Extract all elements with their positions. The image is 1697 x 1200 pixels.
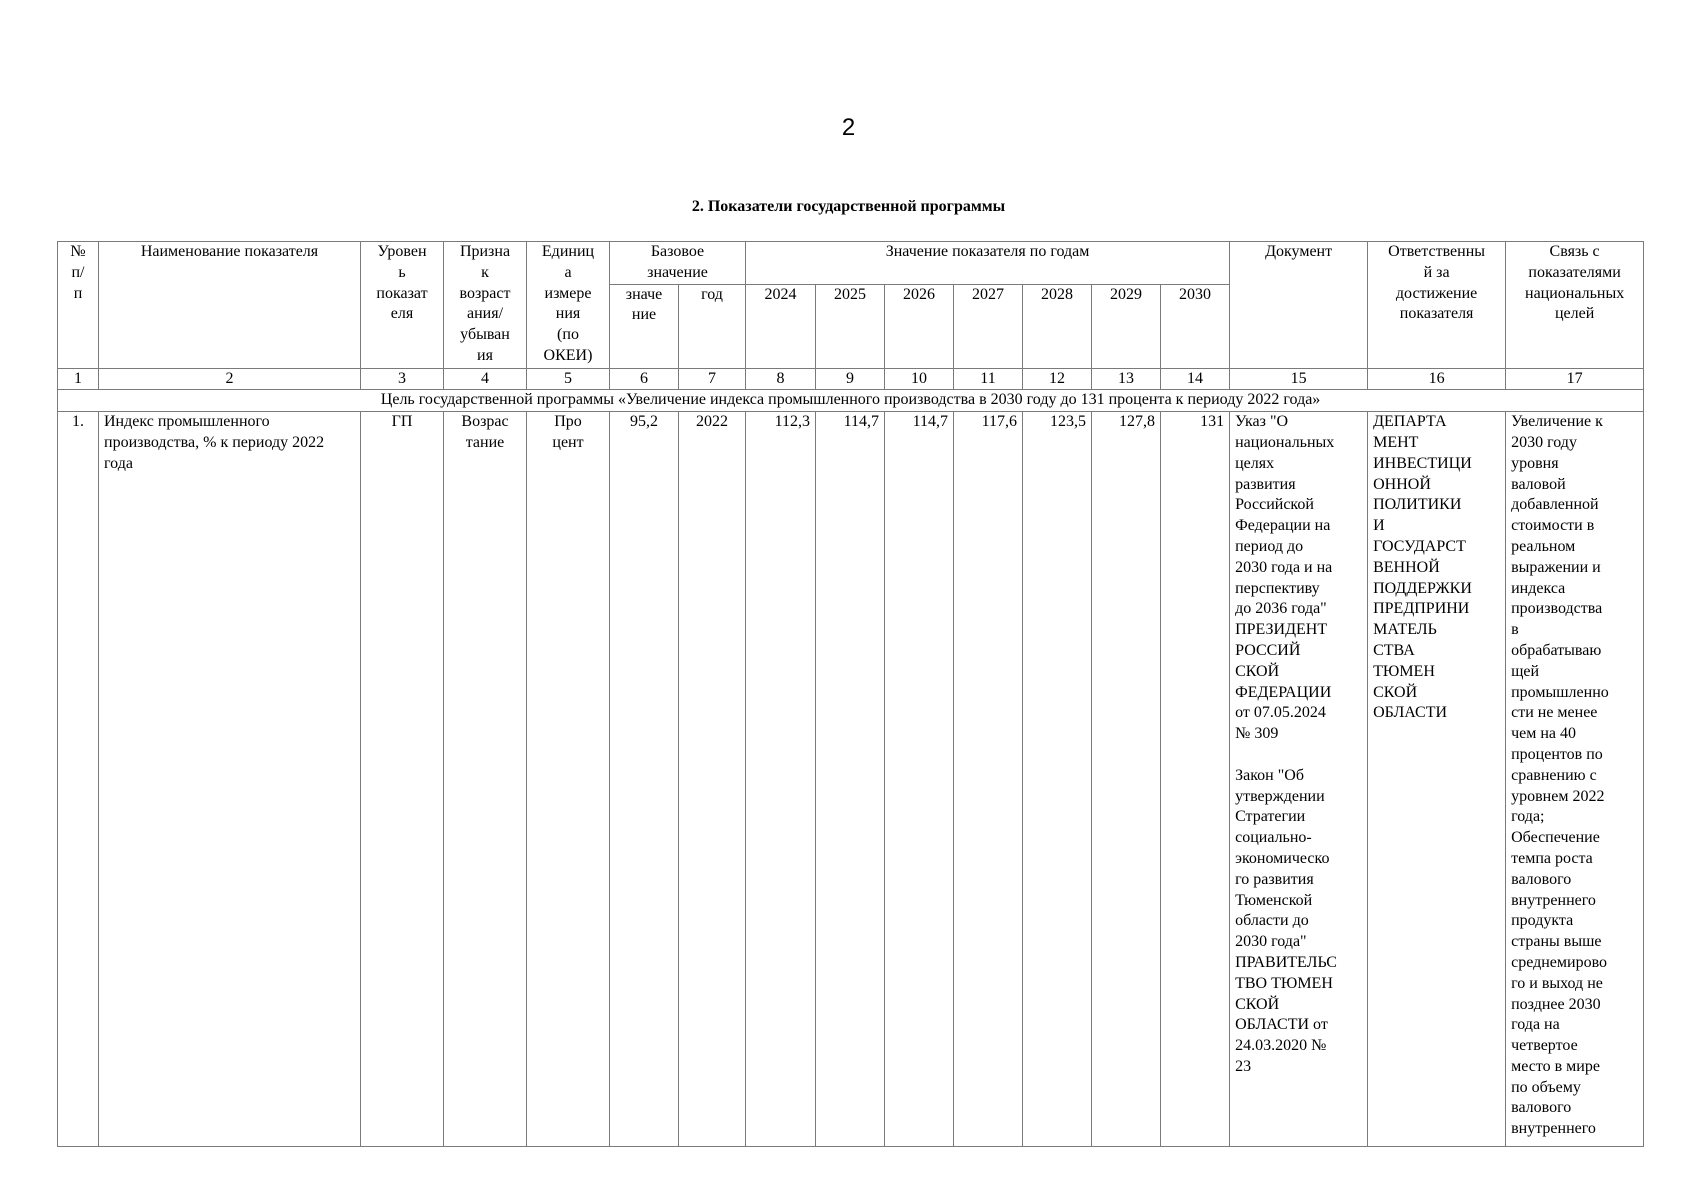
row-value-2028: 123,5: [1023, 412, 1092, 1147]
column-number-row: [58, 368, 1644, 390]
header-base: Базовое значение: [610, 242, 746, 285]
row-num: 1.: [58, 412, 99, 1147]
header-name: Наименование показателя: [99, 242, 361, 369]
header-year-2029: 2029: [1092, 284, 1161, 368]
column-number: 10: [885, 368, 954, 390]
row-value-2026: 114,7: [885, 412, 954, 1147]
column-number: 14: [1161, 368, 1230, 390]
header-year-2026: 2026: [885, 284, 954, 368]
column-number: 4: [444, 368, 527, 390]
header-responsible: Ответственны й за достижение показателя: [1368, 242, 1506, 369]
header-num: № п/ п: [58, 242, 99, 369]
header-sign: Призна к возраст ания/ убыван ия: [444, 242, 527, 369]
column-number: 7: [679, 368, 746, 390]
column-number: 8: [746, 368, 816, 390]
header-unit: Единиц а измере ния (по ОКЕИ): [527, 242, 610, 369]
column-number: 12: [1023, 368, 1092, 390]
column-number: 5: [527, 368, 610, 390]
column-number: 17: [1506, 368, 1644, 390]
header-link: Связь с показателями национальных целей: [1506, 242, 1644, 369]
header-year-2027: 2027: [954, 284, 1023, 368]
row-value-2024: 112,3: [746, 412, 816, 1147]
column-number: 3: [361, 368, 444, 390]
column-number: 9: [816, 368, 885, 390]
row-value-2025: 114,7: [816, 412, 885, 1147]
header-document: Документ: [1230, 242, 1368, 369]
header-row-1: [58, 242, 1644, 285]
section-title: 2. Показатели государственной программы: [691, 198, 1006, 215]
column-number: 11: [954, 368, 1023, 390]
row-document: Указ "О национальных целях развития Российской Федерации на период до 2030 года и на перспективу до 2036 года" ПРЕЗИДЕНТ РОССИЙ СКОЙ ФЕДЕРАЦИИ от 07.05.2024 № 309 Закон "Об утверждении Стратегии социально- экономическо го развития Тюменской области до 2030 года" ПРАВИТЕЛЬС ТВО ТЮМЕН СКОЙ ОБЛАСТИ от 24.03.2020 № 23: [1230, 412, 1368, 1147]
page-number: 2: [841, 114, 856, 141]
column-number: 15: [1230, 368, 1368, 390]
header-years-group: Значение показателя по годам: [746, 242, 1230, 285]
header-base-value: значе ние: [610, 284, 679, 368]
header-level: Уровен ь показат еля: [361, 242, 444, 369]
row-value-2027: 117,6: [954, 412, 1023, 1147]
goal-row: [58, 390, 1644, 412]
header-year-2024: 2024: [746, 284, 816, 368]
row-link: Увеличение к 2030 году уровня валовой добавленной стоимости в реальном выражении и индекса производства в обрабатываю щей промышленно сти не менее чем на 40 процентов по сравнению с уровнем 2022 года; Обеспечение темпа роста валового внутреннего продукта страны выше среднемирово го и выход не позднее 2030 года на четвертое место в мире по объему валового внутреннего: [1506, 412, 1644, 1147]
row-unit: Про цент: [527, 412, 610, 1147]
header-base-year: год: [679, 284, 746, 368]
table-row: [58, 412, 1644, 1147]
column-number: 13: [1092, 368, 1161, 390]
row-base-value: 95,2: [610, 412, 679, 1147]
row-base-year: 2022: [679, 412, 746, 1147]
indicators-table: [57, 241, 1644, 1147]
column-number: 1: [58, 368, 99, 390]
column-number: 6: [610, 368, 679, 390]
header-year-2030: 2030: [1161, 284, 1230, 368]
header-year-2028: 2028: [1023, 284, 1092, 368]
column-number: 2: [99, 368, 361, 390]
row-name: Индекс промышленного производства, % к периоду 2022 года: [99, 412, 361, 1147]
row-responsible: ДЕПАРТА МЕНТ ИНВЕСТИЦИ ОННОЙ ПОЛИТИКИ И ГОСУДАРСТ ВЕННОЙ ПОДДЕРЖКИ ПРЕДПРИНИ МАТЕЛЬ СТВА ТЮМЕН СКОЙ ОБЛАСТИ: [1368, 412, 1506, 1147]
row-sign: Возрас тание: [444, 412, 527, 1147]
row-value-2030: 131: [1161, 412, 1230, 1147]
goal-text: Цель государственной программы «Увеличение индекса промышленного производства в 2030 году до 131 процента к периоду 2022 года»: [58, 390, 1644, 412]
row-value-2029: 127,8: [1092, 412, 1161, 1147]
header-year-2025: 2025: [816, 284, 885, 368]
column-number: 16: [1368, 368, 1506, 390]
row-level: ГП: [361, 412, 444, 1147]
